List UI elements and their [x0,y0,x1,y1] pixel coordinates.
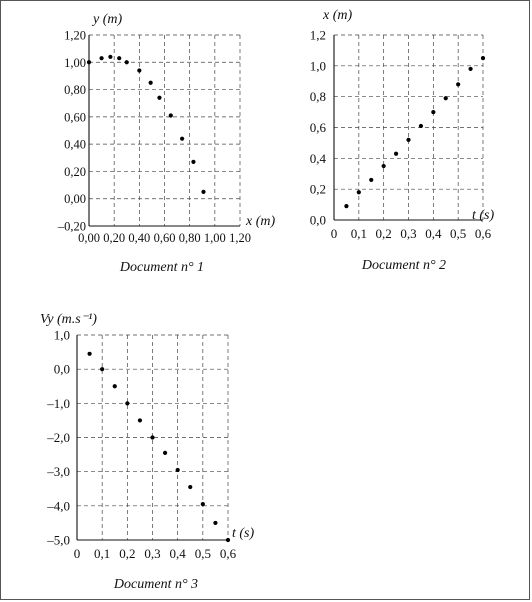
chart3-ytick-label: –5,0 [47,532,70,548]
chart1-ytick-label: 0,00 [64,192,86,207]
chart3-xlabel: t (s) [232,526,255,541]
chart1-ytick-label: 0,20 [64,164,86,179]
chart2-data-point [444,96,448,100]
chart1-xtick-label: 0,60 [153,231,176,245]
chart3-xtick-label: 0,6 [219,546,237,561]
chart2-data-point [369,178,373,182]
chart2-ylabel: x (m) [323,8,353,23]
chart3-ytick-label: 1,0 [53,327,70,343]
chart3-xtick-label: 0,5 [194,546,211,561]
chart3-ylabel: Vy (m.s⁻¹) [40,312,97,327]
chart1-data-point [149,81,153,85]
chart1-xtick-label: 0,80 [178,231,201,245]
chart3-data-point [201,502,205,506]
chart2-data-point [481,56,485,60]
chart2-ytick-label: 0,0 [309,212,326,228]
chart3-data-point [125,401,129,405]
chart3-data-point [213,521,217,525]
chart2-xtick-label: 0,3 [400,226,417,241]
chart2-data-point [468,67,472,71]
chart3-caption: Document n° 3 [113,577,199,592]
chart1-xlabel: x (m) [246,214,276,229]
chart1-xtick-label: 0,40 [128,231,151,245]
chart1-data-point [117,56,121,60]
chart2-data-point [456,82,460,86]
chart2-xtick-label: 0,5 [450,226,467,241]
chart2-xtick-label: 0,2 [375,226,392,241]
chart1-ytick-label: 0,40 [64,137,86,152]
chart1-ytick-label: 0,60 [64,110,86,125]
chart1-data-point [169,113,173,117]
chart2-data-point [344,204,348,208]
chart1-data-point [87,60,91,64]
chart1-xtick-label: 0,20 [103,231,126,245]
chart1-ytick-label: 1,00 [64,55,86,70]
chart3-data-point [138,418,142,422]
chart2-xtick-label: 0,4 [425,226,442,241]
chart2-data-point [419,124,423,128]
chart3-xtick-label: 0,3 [144,546,161,561]
chart3-xtick-label: 0 [73,546,81,561]
chart3-ytick-label: –2,0 [47,430,70,445]
chart1-ytick-label: 1,20 [64,28,86,43]
chart3-xtick-label: 0,2 [119,546,136,561]
chart2-ytick-label: 0,4 [309,150,326,166]
chart1-xtick-label: 1,00 [203,231,226,245]
chart1-xtick-label: 1,20 [229,231,251,245]
chart3-xtick-label: 0,1 [94,546,111,561]
chart1-data-point [180,137,184,141]
chart2-data-point [406,138,410,142]
chart1-data-point [99,56,103,60]
chart1-ylabel: y (m) [93,12,123,27]
chart1-ytick-label: –0,20 [57,219,86,234]
chart1-ytick-label: 0,80 [64,83,86,98]
chart3-data-point [163,451,167,455]
chart2-ytick-label: 1,2 [309,27,326,43]
chart3-data-point [87,352,91,356]
chart3-ytick-label: –3,0 [47,464,70,480]
chart3-data-point [176,468,180,472]
chart1-data-point [125,60,129,64]
chart2-ytick-label: 0,8 [309,89,326,105]
chart2-data-point [382,164,386,168]
chart3-data-point [113,384,117,388]
chart3-ytick-label: –1,0 [47,395,70,411]
chart1-data-point [191,160,195,164]
chart1-data-point [137,68,141,72]
chart2-data-point [357,190,361,194]
chart2-ytick-label: 0,2 [309,181,326,197]
chart3-data-point [100,367,104,371]
chart1-data-point [201,190,205,194]
chart3-ytick-label: –4,0 [47,498,70,514]
chart2-xlabel: t (s) [472,208,495,223]
chart1-data-point [157,96,161,100]
chart1-xtick-label: 0,00 [78,231,100,245]
chart2-data-point [431,110,435,114]
chart2-xtick-label: 0,1 [350,226,367,241]
chart3-xtick-label: 0,4 [169,546,186,561]
chart2-ytick-label: 0,6 [309,120,326,135]
chart1-caption: Document n° 1 [119,260,205,275]
chart2-ytick-label: 1,0 [309,58,326,74]
chart1-data-point [108,55,112,59]
chart3-data-point [188,485,192,489]
chart3-data-point [150,435,154,439]
chart2-data-point [394,152,398,156]
chart2-caption: Document n° 2 [361,258,447,273]
chart2-xtick-label: 0 [330,226,338,241]
chart3-data-point [226,538,230,542]
chart3-ytick-label: 0,0 [53,361,70,377]
chart2-xtick-label: 0,6 [474,226,492,241]
